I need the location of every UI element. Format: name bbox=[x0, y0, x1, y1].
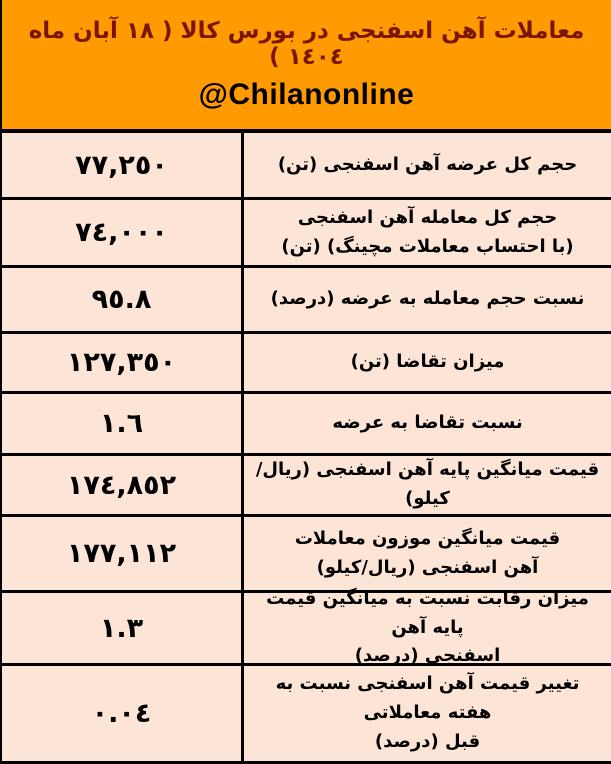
metric-label bbox=[244, 666, 611, 761]
metric-value: ١.٣ bbox=[2, 593, 244, 663]
table-row bbox=[2, 268, 611, 334]
page-title: معاملات آهن اسفنجی در بورس کالا ( ١٨ آبان ماه ١٤٠٤ ) bbox=[28, 17, 585, 70]
table-row bbox=[2, 334, 611, 394]
metric-value: ١٧٧,١١٢ bbox=[2, 517, 244, 590]
channel-handle: @Chilanonline bbox=[198, 77, 415, 111]
metric-label-line: نسبت تقاضا به عرضه bbox=[332, 412, 523, 434]
table-row bbox=[2, 133, 611, 200]
table-row bbox=[2, 587, 611, 667]
metric-value: ١٧٤,٨٥٢ bbox=[2, 456, 244, 514]
metric-value: ٧٧,٢٥٠ bbox=[2, 133, 244, 197]
metric-value: ٩٥.٨ bbox=[2, 268, 244, 331]
metric-label bbox=[244, 334, 611, 391]
metric-label bbox=[244, 268, 611, 331]
metric-label-line: نسبت حجم معامله به عرضه (درصد) bbox=[270, 288, 585, 310]
metric-label-line: میزان رقابت نسبت به میانگین قیمت پایه آهن bbox=[266, 587, 589, 638]
metric-label bbox=[244, 200, 611, 265]
metric-label-line: تغییر قیمت آهن اسفنجی نسبت به هفته معاملاتی bbox=[275, 673, 580, 724]
metric-label-line: قیمت میانگین پایه آهن اسفنجی (ریال/کیلو) bbox=[255, 459, 600, 509]
metric-value: ٧٤,٠٠٠ bbox=[2, 200, 244, 265]
metric-label-line: حجم کل عرضه آهن اسفنجی (تن) bbox=[277, 153, 578, 175]
table-row bbox=[2, 517, 611, 593]
metric-value: ٠.٠٤ bbox=[2, 666, 244, 761]
metric-label bbox=[244, 517, 611, 590]
table-row bbox=[2, 394, 611, 456]
header-banner bbox=[2, 0, 611, 133]
metric-label-line: اسفنجی (درصد) bbox=[354, 645, 501, 667]
metric-label bbox=[244, 394, 611, 453]
metric-label-line: آهن اسفنجی (ریال/کیلو) bbox=[316, 556, 539, 578]
metric-label-line: میزان تقاضا (تن) bbox=[350, 351, 505, 373]
table-row bbox=[2, 200, 611, 268]
metric-label bbox=[244, 587, 611, 667]
metric-value: ١٢٧,٣٥٠ bbox=[2, 334, 244, 391]
metric-label-line: حجم کل معامله آهن اسفنجی bbox=[297, 206, 558, 228]
table-row bbox=[2, 666, 611, 764]
metric-label-line: قیمت میانگین موزون معاملات bbox=[294, 527, 561, 549]
metric-label-line: (با احتساب معاملات مچینگ) (تن) bbox=[281, 235, 574, 257]
metric-label bbox=[244, 133, 611, 197]
metric-label-line: قبل (درصد) bbox=[374, 730, 481, 752]
metric-value: ١.٦ bbox=[2, 394, 244, 453]
metric-label bbox=[244, 456, 611, 514]
table-row bbox=[2, 456, 611, 517]
